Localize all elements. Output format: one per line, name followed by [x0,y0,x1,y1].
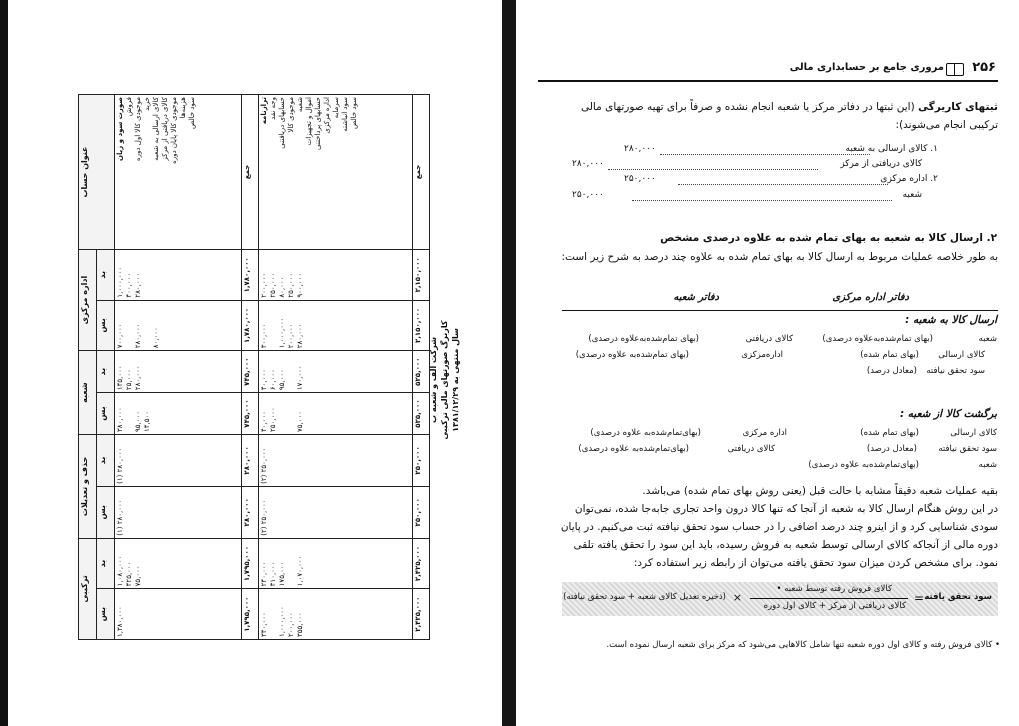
section-balance-title: ترازنامه [260,97,268,125]
total-cell: ۲۵۰,۰۰۰ [413,486,430,538]
running-header [538,60,998,78]
send-heading: ارسال کالا به شعبه : [905,314,997,326]
journal-account: کالای دریافتی [727,444,775,454]
journal-account: شعبه [978,334,997,344]
total-cell: ۵۲۵,۰۰۰ [413,351,430,393]
right-page [516,0,1019,726]
side-title-line: کاربرگ صورتهای مالی ترکیبی [440,320,449,440]
combined-balance-credit: ۳۴۰,۰۰۰ ۱,۰۰۰,۰۰۰ ۲۰۰,۰۰۰ ۳۵۵,۰۰۰ [259,589,413,640]
leader-dots [608,169,818,170]
worksheet-side-title [428,300,460,460]
header-debit: بد [97,538,115,589]
book-icon [946,63,964,76]
combined-worksheet-table [78,94,430,640]
adjust-balance-credit: (۲) ۲۵۰,۰۰۰ [259,486,413,538]
leader-dots [678,184,888,185]
entry-amount: ۲۵۰,۰۰۰ [572,190,604,200]
journal-account: کالای دریافتی [745,334,793,344]
branch-income-credit: ۳۸۰,۰۰۰ ۹۵,۰۰۰ ۱۴,۵۰۰ [115,393,242,435]
account-name: موجودی کالا اول دوره [134,97,143,161]
header-combined: ترکیبی [79,538,97,639]
entry-label: کالای دریافتی از مرکز [840,159,922,169]
header-center: اداره مرکزی [79,250,97,351]
entry-amount: ۲۸۰,۰۰۰ [624,144,656,154]
header-account: عنوان حساب [79,95,115,250]
fraction-line [750,598,908,599]
account-name: سود انباشته [341,97,349,132]
formula-times: × [732,591,742,604]
branch-income-debit: ۱۴۵,۰۰۰ ۲۵,۰۰۰ ۲۸۰,۰۰۰ [115,351,242,393]
center-balance-credit: ۳۰۰,۰۰۰ ۱,۰۰۰,۰۰۰ ۲۰۰,۰۰۰ ۲۸۰,۰۰۰ [259,300,413,351]
entry-amount: ۲۸۰,۰۰۰ [572,159,604,169]
center-income-debit: ۱,۰۰۰,۰۰۰ ۴۰۰,۰۰۰ ۲۸۰,۰۰۰ [115,250,242,301]
account-name: خرید [143,97,152,111]
accounts-balance-list [269,97,359,247]
totals-income-row [242,95,259,640]
section2-heading: ۲. ارسال کالا به شعبه به بهای تمام شده به علاوه درصدی مشخص [660,232,997,244]
total-cell: ۵۲۵,۰۰۰ [413,393,430,435]
side-title-line: سال منتهی به ۱۳۸۱/۱۲/۲۹ [451,328,460,432]
total-cell: ۷۴۵,۰۰۰ [242,351,259,393]
entry-label: ۲. اداره مرکزی [880,174,938,184]
section2-text: به طور خلاصه عملیات مربوط به ارسال کالا به بهای تمام شده به علاوه چند درصد به شرح زیر است: [561,251,998,263]
header-rule [538,80,998,82]
formula-left: سود تحقق یافته [924,592,992,602]
header-debit: بد [97,434,115,486]
entry-label: شعبه [902,190,922,200]
journal-account: اداره‌مرکزی [741,350,783,360]
section-rule [562,310,998,311]
formula-denominator: کالای دریافتی از مرکز + کالای اول دوره [763,601,906,611]
journal-account: کالای ارسالی [938,350,985,360]
journal-account: سود تحقق نیافته [926,366,985,376]
branch-balance-credit: ۴۰,۰۰۰ ۲۵۰,۰۰۰ ۷۵,۰۰۰ [259,393,413,435]
header-credit: بس [97,486,115,538]
intro-heading: ثبتهای کاریرگی [918,101,998,113]
account-name: سود خالص [350,97,358,129]
account-name: هزینه‌ها [179,97,188,119]
center-income-credit: ۷۰۰,۰۰۰ ۲۸۰,۰۰۰ ۸۰,۰۰۰ [115,300,242,351]
center-balance-debit: ۲۰۰,۰۰۰ ۲۵۰,۰۰۰ ۸۰,۰۰۰ ۲۵۰,۰۰۰ ۹۰۰,۰۰۰ [259,250,413,301]
adjust-balance-debit: (۲) ۲۵۰,۰۰۰ [259,434,413,486]
running-title: مروری جامع بر حسابداری مالی [789,62,944,73]
account-name: فروش [125,97,134,117]
page-number: ۲۵۶ [972,60,996,75]
account-name: اداره مرکزی [323,97,331,134]
total-cell: ۲,۴۲۵,۰۰۰ [413,589,430,640]
worksheet-entries [552,144,998,206]
leader-dots [660,154,870,155]
entry-amount: ۲۵۰,۰۰۰ [624,174,656,184]
journal-note: (بهای تمام‌شده‌به علاوه درصدی) [575,350,689,360]
side-title-line: شرکت الف و شعبه ب [429,337,438,423]
combined-income-debit: ۱,۰۸۰,۰۰۰ ۴۲۵,۰۰۰ ۷۵,۰۰۰ [115,538,242,589]
accounts-income-list [125,97,197,247]
journal-account: سود تحقق نیافته [938,444,997,454]
total-cell: ۷۴۵,۰۰۰ [242,393,259,435]
total-cell: ۲۸۰,۰۰۰ [242,434,259,486]
account-name: کالای ارسالی به شعبه [152,97,161,161]
entry-label: ۱. کالای ارسالی به شعبه [845,144,938,154]
worksheet-rotated-wrapper [78,94,430,640]
leader-dots [632,200,892,201]
total-cell: ۲۸۰,۰۰۰ [242,486,259,538]
account-name: موجودی کالا پایان دوره [170,97,179,164]
worksheet-table-container [78,94,430,640]
journal-note: (معادل درصد) [866,444,917,454]
total-label: جمع [242,95,259,250]
footnote: • کالای فروش رفته و کالای اول دوره شعبه تنها شامل کالاهایی می‌شود که مرکز برای شعبه ارسال نموده است. [606,640,1000,650]
journal-note: (بهای‌تمام‌شده‌به علاوه درصدی) [578,444,689,454]
header-credit: بس [97,393,115,435]
formula-equals: = [913,591,924,605]
total-cell: ۲,۱۵۰,۰۰۰ [413,250,430,301]
journal-note: (بهای تمام شده) [860,428,919,438]
section-income-title: صورت سود و زیان [116,97,125,162]
journal-note: (بهای‌تمام‌شده‌به علاوه درصدی) [808,460,919,470]
header-adjust: حذف و تعدیلات [79,434,97,538]
journal-account: کالای ارسالی [950,428,997,438]
total-cell: ۲,۴۲۵,۰۰۰ [413,538,430,589]
journal-account: اداره مرکزی [742,428,787,438]
total-cell: ۲,۱۵۰,۰۰۰ [413,300,430,351]
account-name: سرمایه [332,97,340,119]
header-debit: بد [97,250,115,301]
account-name: حسابهای دریافتنی [278,97,286,149]
accounts-income [115,95,242,250]
account-name: سود خالص [188,97,197,129]
para-rest: بقیه عملیات شعبه دقیقاً مشابه با حالت قبل (یعنی روش بهای تمام شده) می‌باشد. [642,485,998,497]
header-credit: بس [97,589,115,640]
accounts-balance [259,95,413,250]
total-cell: ۱,۷۸۰,۰۰۰ [242,250,259,301]
branch-balance-debit: ۴۰,۰۰۰ ۶۰,۰۰۰ ۹۵,۰۰۰ ۱۷۰,۰۰۰ [259,351,413,393]
journal-note: (بهای تمام شده) [860,350,919,360]
combined-balance-debit: ۲۴۰,۰۰۰ ۳۱۰,۰۰۰ ۱۷۵,۰۰۰ ۱,۰۷۰,۰۰۰ [259,538,413,589]
total-label: جمع [413,95,430,250]
totals-balance-row [413,95,430,640]
scan-edge [0,0,8,726]
formula-right: (ذخیره تعدیل کالای شعبه + سود تحقق نیافته) [563,592,726,602]
header-debit: بد [97,351,115,393]
header-branch: شعبه [79,351,97,435]
total-cell: ۱,۷۹۵,۰۰۰ [242,538,259,589]
column-head-branch: دفاتر شعبه [673,292,719,303]
adjust-income-credit: (۱) ۲۸۰,۰۰۰ [115,486,242,538]
header-credit: بس [97,300,115,351]
column-head-center: دفاتر اداره مرکزی [832,292,909,303]
return-heading: برگشت کالا از شعبه : [899,408,997,420]
account-name: حسابهای پرداختنی [314,97,322,150]
journal-note: (بهای تمام‌شده‌به‌علاوه درصدی) [822,334,933,344]
account-name: وجه نقد [269,97,277,120]
account-name: شعبه [296,97,304,113]
combined-income-credit: ۱,۳۸۰,۰۰۰ [115,589,242,640]
journal-account: شعبه [978,460,997,470]
journal-note: (بهای‌تمام‌شده‌به علاوه درصدی) [590,428,701,438]
adjust-income-debit: (۱) ۲۸۰,۰۰۰ [115,434,242,486]
para-method: در این روش هنگام ارسال کالا به شعبه از آنجا که تنها کالا درون واحد تجاری جابه‌جا شده، نمی‌توان سودی شناسایی کرد و از اینرو چند درصد اضافی را در حساب سود تحقق نیافته ثبت می‌کنیم. در پایان دوره مالی از آنجاکه کالای ارسالی توسط شعبه به فروش رسیده، باید این سود را تحقق یافته تلقی نمود. برای مشخص کردن میزان سود تحقق یافته می‌توان از رابطه زیر استفاده کرد: [560,503,998,569]
journal-note: (معادل درصد) [866,366,917,376]
account-name: اموال و تجهیزات [305,97,313,146]
formula-box [562,582,998,616]
account-name: موجودی کالا [287,97,295,133]
total-cell: ۱,۷۸۰,۰۰۰ [242,300,259,351]
formula-numerator: کالای فروش رفته توسط شعبه • [776,584,892,594]
journal-note: (بهای تمام‌شده‌به‌علاوه درصدی) [588,334,699,344]
left-page [8,0,502,726]
account-name: کالای دریافتی از مرکز [161,97,170,161]
intro-paragraph [552,98,998,134]
total-cell: ۱,۷۹۵,۰۰۰ [242,589,259,640]
book-gutter [502,0,516,726]
total-cell: ۲۵۰,۰۰۰ [413,434,430,486]
intro-text: (این ثبتها در دفاتر مرکز یا شعبه انجام نشده و صرفاً برای تهیه صورتهای مالی ترکیبی انجام می‌شوند): [580,101,998,131]
